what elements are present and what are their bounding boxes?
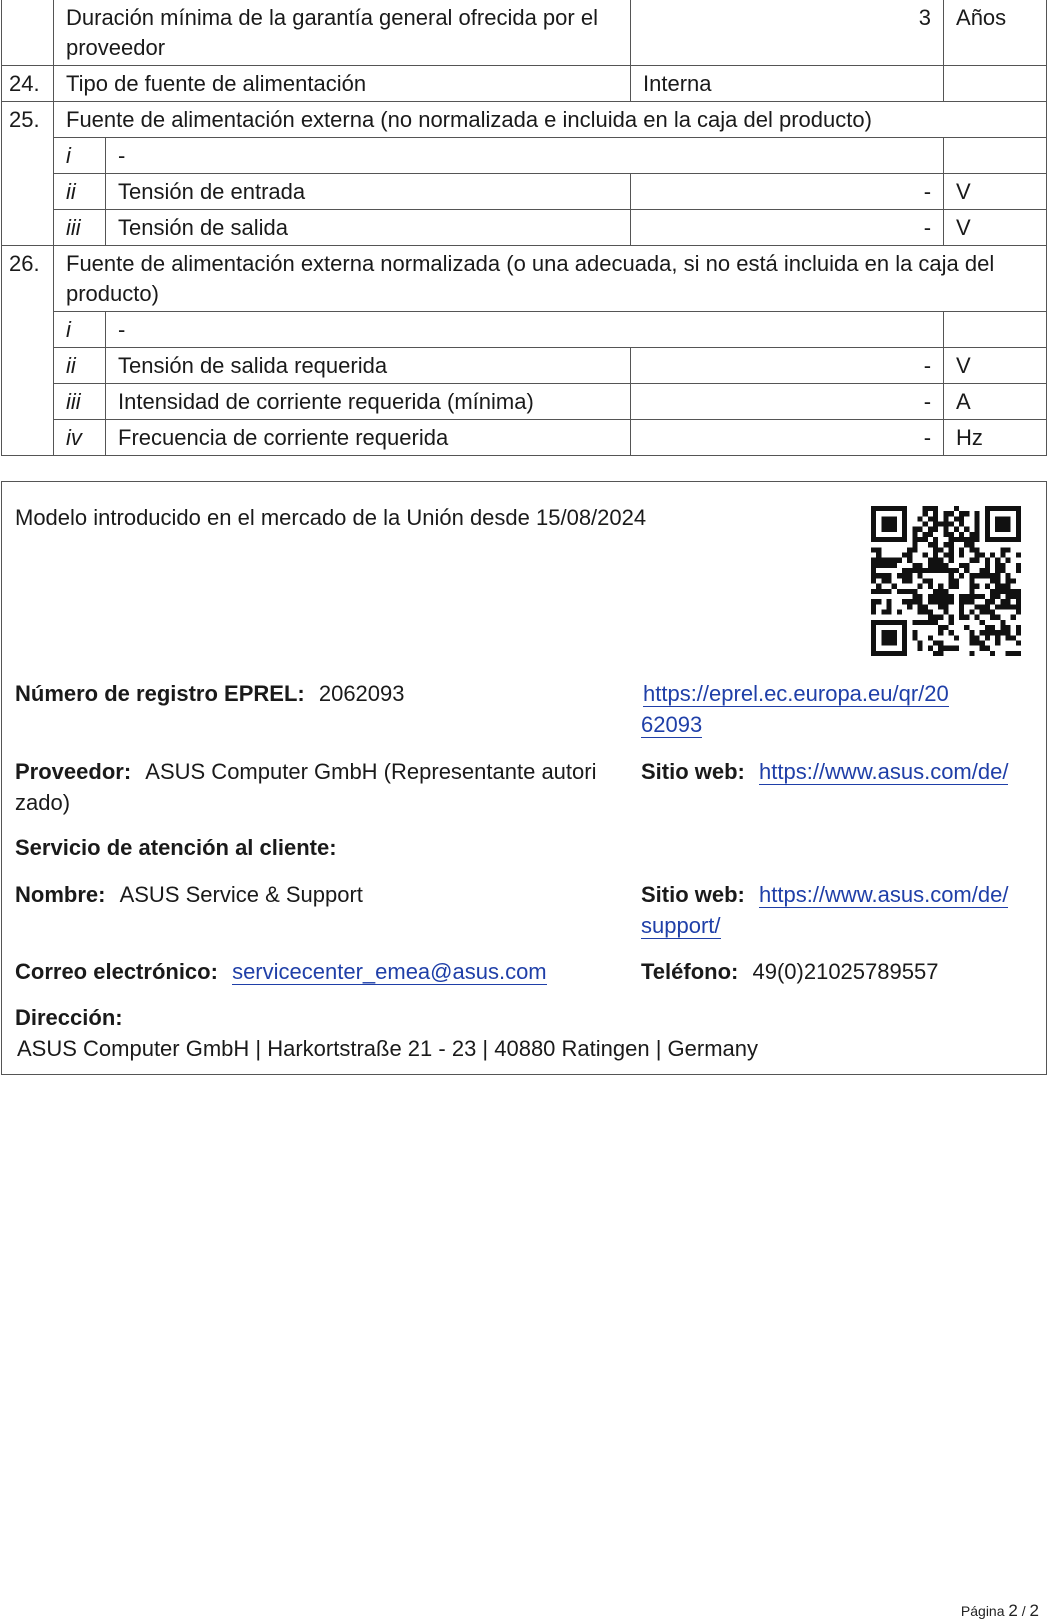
email-label: Correo electrónico:	[15, 959, 218, 984]
sub-label: Frecuencia de corriente requerida	[106, 420, 631, 456]
power-supply-type-value: Interna	[631, 66, 944, 102]
sub-unit: V	[944, 174, 1047, 210]
supplier-name: ASUS Computer GmbH (Representante autori	[145, 759, 597, 784]
supplier-label: Proveedor:	[15, 759, 132, 784]
roman-index: ii	[54, 348, 106, 384]
support-website-row	[641, 879, 1008, 910]
table-row	[2, 174, 1047, 210]
roman-index: ii	[54, 174, 106, 210]
sub-value: -	[631, 348, 944, 384]
roman-index: iv	[54, 420, 106, 456]
external-psu-label: Fuente de alimentación externa (no normalizada e incluida en la caja del producto)	[54, 102, 1047, 138]
sub-label: Tensión de salida requerida	[106, 348, 631, 384]
table-row	[2, 210, 1047, 246]
support-website-link-continued[interactable]: support/	[641, 913, 721, 938]
sub-label: -	[106, 138, 944, 174]
sub-value: -	[631, 384, 944, 420]
sub-unit: V	[944, 348, 1047, 384]
eprel-number: 2062093	[318, 681, 405, 706]
email-link[interactable]: servicecenter_emea@asus.com	[232, 959, 547, 984]
model-intro-text: Modelo introducido en el mercado de la Unión desde 15/08/2024	[15, 505, 647, 530]
qr-code-icon[interactable]	[871, 506, 1021, 656]
page-separator: /	[1021, 1603, 1026, 1619]
sub-label: Tensión de salida	[106, 210, 631, 246]
page-total: 2	[1029, 1601, 1039, 1620]
address-label: Dirección:	[15, 1005, 123, 1030]
page-word: Página	[960, 1603, 1005, 1619]
table-row	[2, 138, 1047, 174]
address-value: ASUS Computer GmbH | Harkortstraße 21 - 23 | 40880 Ratingen | Germany	[17, 1036, 759, 1061]
eprel-label: Número de registro EPREL:	[15, 681, 305, 706]
roman-index: i	[54, 312, 106, 348]
warranty-unit: Años	[944, 0, 1047, 66]
sub-label: Intensidad de corriente requerida (mínima)	[106, 384, 631, 420]
roman-index: i	[54, 138, 106, 174]
eprel-row	[15, 678, 405, 709]
supplier-info-box	[1, 481, 1047, 1075]
table-row	[2, 102, 1047, 138]
customer-service-heading: Servicio de atención al cliente:	[15, 835, 337, 860]
supplier-website-link[interactable]: https://www.asus.com/de/	[759, 759, 1009, 784]
row-number: 26.	[2, 246, 54, 312]
row-number: 25.	[2, 102, 54, 138]
sub-value: -	[631, 210, 944, 246]
sub-unit: A	[944, 384, 1047, 420]
eprel-link[interactable]: https://eprel.ec.europa.eu/qr/20	[643, 681, 949, 706]
table-row	[2, 0, 1047, 66]
spec-table	[1, 0, 1047, 456]
warranty-label: Duración mínima de la garantía general ofrecida por el proveedor	[54, 0, 631, 66]
service-name-row	[15, 879, 363, 910]
sub-unit: Hz	[944, 420, 1047, 456]
page-footer	[961, 1601, 1039, 1621]
supplier-name-continued: zado)	[15, 790, 71, 815]
roman-index: iii	[54, 384, 106, 420]
supplier-row	[15, 756, 596, 787]
sub-value: -	[631, 420, 944, 456]
website-label: Sitio web:	[641, 882, 745, 907]
warranty-value: 3	[631, 0, 944, 66]
phone-label: Teléfono:	[641, 959, 739, 984]
supplier-website-row	[641, 756, 1008, 787]
service-name: ASUS Service & Support	[119, 882, 363, 907]
table-row	[2, 246, 1047, 312]
page-current: 2	[1008, 1601, 1018, 1620]
support-website-link[interactable]: https://www.asus.com/de/	[759, 882, 1009, 907]
eprel-link-continued[interactable]: 62093	[641, 712, 703, 737]
email-row	[15, 956, 547, 987]
phone-row	[641, 956, 938, 987]
power-supply-type-label: Tipo de fuente de alimentación	[54, 66, 631, 102]
sub-unit: V	[944, 210, 1047, 246]
table-row	[2, 420, 1047, 456]
table-row	[2, 348, 1047, 384]
phone-number: 49(0)21025789557	[752, 959, 939, 984]
table-row	[2, 66, 1047, 102]
name-label: Nombre:	[15, 882, 106, 907]
roman-index: iii	[54, 210, 106, 246]
table-row	[2, 312, 1047, 348]
row-number: 24.	[2, 66, 54, 102]
normalized-psu-label: Fuente de alimentación externa normalizada (o una adecuada, si no está incluida en la caja del producto)	[54, 246, 1047, 312]
website-label: Sitio web:	[641, 759, 745, 784]
sub-label: -	[106, 312, 944, 348]
table-row	[2, 384, 1047, 420]
sub-value: -	[631, 174, 944, 210]
sub-label: Tensión de entrada	[106, 174, 631, 210]
